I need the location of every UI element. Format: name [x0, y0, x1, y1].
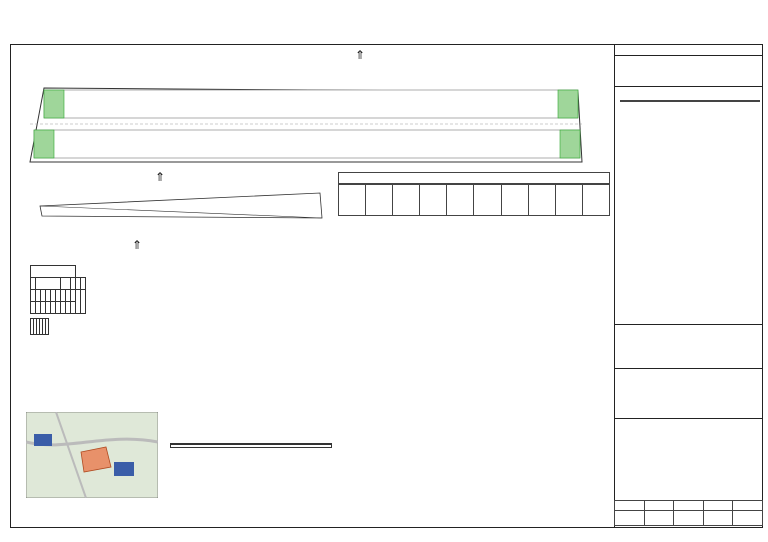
table-cell — [71, 302, 76, 314]
divider-line — [614, 368, 763, 369]
layout-plan-svg — [20, 78, 590, 178]
open-space-p1 — [34, 130, 54, 158]
area-statement-of-plot — [338, 172, 610, 216]
open-space-p2 — [560, 130, 580, 158]
open-space-table — [30, 318, 49, 335]
col-header — [447, 185, 474, 216]
footer-label — [674, 501, 704, 511]
area-statement-plot-title — [338, 172, 610, 184]
divider-line — [614, 55, 763, 56]
map-marker — [34, 434, 52, 446]
col-header — [366, 185, 393, 216]
area-statement-lines — [171, 445, 331, 447]
divider-line — [614, 86, 763, 87]
north-arrow-top — [355, 50, 365, 60]
north-arrow-icon: ⇑ — [155, 170, 166, 184]
open-space-p6 — [44, 90, 64, 118]
footer-value — [733, 511, 763, 526]
north-arrow-key — [132, 240, 142, 250]
col-header — [81, 278, 86, 290]
footer-table — [614, 500, 763, 526]
col-header — [339, 185, 366, 216]
north-arrow-icon: ⇑ — [132, 238, 143, 252]
footer-label — [615, 501, 645, 511]
land-area-calculation — [30, 265, 86, 314]
footer-grid — [614, 500, 763, 526]
plot-table — [338, 184, 610, 216]
col-header — [61, 278, 71, 290]
divider-line — [614, 324, 763, 325]
col-header — [420, 185, 447, 216]
footer-value — [674, 511, 704, 526]
open-space-p5 — [558, 90, 578, 118]
right-area-statement — [620, 100, 760, 102]
footer-label — [644, 501, 674, 511]
footer-value — [615, 511, 645, 526]
footer-label — [733, 501, 763, 511]
col-header — [501, 185, 528, 216]
footer-value — [644, 511, 674, 526]
land-calc-title — [31, 266, 76, 278]
top-row-block — [44, 90, 578, 118]
col-header — [46, 319, 49, 335]
col-header — [474, 185, 501, 216]
title-block-divider — [614, 44, 615, 528]
map-marker — [114, 462, 134, 476]
bottom-row-block — [34, 130, 580, 158]
site-map — [26, 412, 158, 498]
col-header — [528, 185, 555, 216]
col-header — [36, 278, 61, 290]
open-space-area — [30, 318, 49, 335]
area-statement-small — [170, 443, 332, 448]
divider-line — [614, 418, 763, 419]
key-plan-boundary — [40, 193, 322, 218]
north-arrow-layout — [155, 172, 165, 182]
col-header — [393, 185, 420, 216]
col-header — [582, 185, 609, 216]
col-header — [555, 185, 582, 216]
key-plan-svg — [30, 188, 330, 228]
land-calc-table — [30, 265, 86, 314]
footer-value — [703, 511, 733, 526]
right-area-statement-title — [620, 100, 760, 102]
north-arrow-icon: ⇑ — [355, 48, 366, 62]
footer-label — [703, 501, 733, 511]
total-unit-cell — [81, 290, 86, 314]
